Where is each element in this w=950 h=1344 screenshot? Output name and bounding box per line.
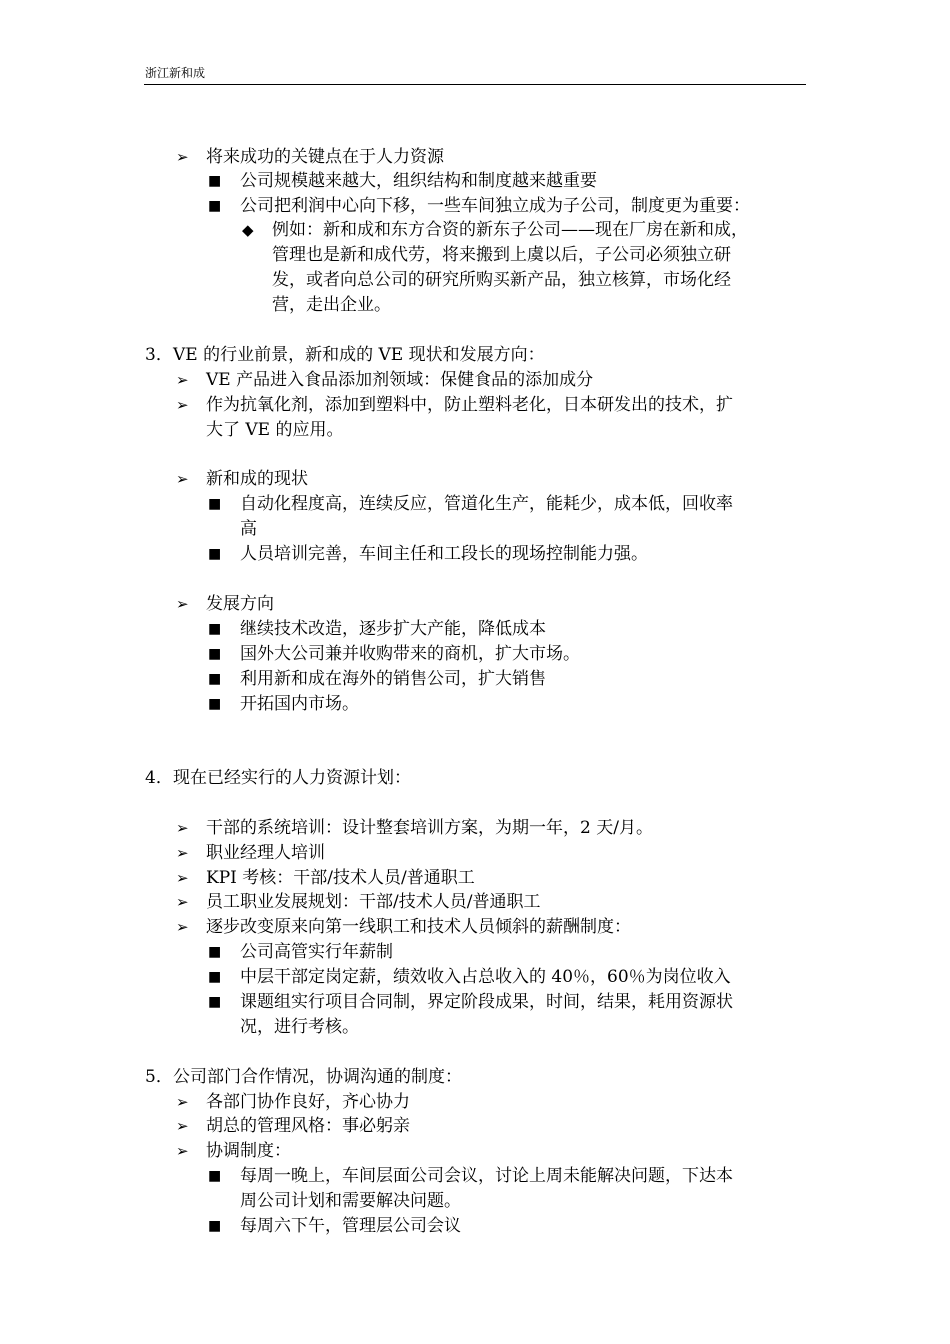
square-bullet-icon: ■ [208, 621, 222, 637]
bullet-text-continuation: 发，或者向总公司的研究所购买新产品，独立核算，市场化经 [272, 270, 731, 290]
bullet-text: 自动化程度高，连续反应，管道化生产，能耗少，成本低，回收率 [240, 494, 733, 514]
bullet-text: 继续技术改造，逐步扩大产能，降低成本 [240, 619, 546, 639]
square-bullet-icon: ■ [208, 1218, 222, 1234]
arrow-bullet-icon: ➢ [176, 595, 189, 613]
bullet-text: VE 产品进入食品添加剂领域：保健食品的添加成分 [206, 370, 594, 390]
bullet-text-continuation: 周公司计划和需要解决问题。 [240, 1191, 461, 1211]
bullet-text: 利用新和成在海外的销售公司，扩大销售 [240, 669, 546, 689]
bullet-text: 例如：新和成和东方合资的新东子公司——现在厂房在新和成， [272, 220, 748, 240]
bullet-text-continuation: 高 [240, 519, 257, 539]
bullet-text: 新和成的现状 [206, 469, 308, 489]
square-bullet-icon: ■ [208, 1168, 222, 1184]
square-bullet-icon: ■ [208, 994, 222, 1010]
arrow-bullet-icon: ➢ [176, 1093, 189, 1111]
bullet-text: 胡总的管理风格：事必躬亲 [206, 1116, 410, 1136]
bullet-text: 作为抗氧化剂，添加到塑料中，防止塑料老化，日本研发出的技术，扩 [206, 395, 733, 415]
bullet-text: 每周一晚上，车间层面公司会议，讨论上周未能解决问题，下达本 [240, 1166, 733, 1186]
square-bullet-icon: ■ [208, 198, 222, 214]
section-number: 5． [145, 1067, 173, 1087]
bullet-text: 发展方向 [206, 594, 274, 614]
bullet-text: 公司把利润中心向下移，一些车间独立成为子公司，制度更为重要： [240, 196, 750, 216]
arrow-bullet-icon: ➢ [176, 148, 189, 166]
bullet-text-continuation: 况，进行考核。 [240, 1017, 359, 1037]
bullet-text: 公司高管实行年薪制 [240, 942, 393, 962]
bullet-text: 课题组实行项目合同制，界定阶段成果，时间，结果，耗用资源状 [240, 992, 733, 1012]
bullet-text: 每周六下午，管理层公司会议 [240, 1216, 461, 1236]
bullet-text: 逐步改变原来向第一线职工和技术人员倾斜的薪酬制度： [206, 917, 631, 937]
arrow-bullet-icon: ➢ [176, 1117, 189, 1135]
bullet-text-continuation: 管理也是新和成代劳，将来搬到上虞以后，子公司必须独立研 [272, 245, 731, 265]
arrow-bullet-icon: ➢ [176, 396, 189, 414]
bullet-text: 职业经理人培训 [206, 843, 325, 863]
bullet-text: KPI 考核：干部/技术人员/普通职工 [206, 868, 475, 888]
arrow-bullet-icon: ➢ [176, 893, 189, 911]
section-heading: 公司部门合作情况，协调沟通的制度： [173, 1067, 462, 1087]
square-bullet-icon: ■ [208, 696, 222, 712]
bullet-text: 协调制度： [206, 1141, 291, 1161]
bullet-text-continuation: 营，走出企业。 [272, 295, 391, 315]
bullet-text: 将来成功的关键点在于人力资源 [206, 147, 444, 167]
arrow-bullet-icon: ➢ [176, 918, 189, 936]
section-number: 4． [145, 768, 173, 788]
square-bullet-icon: ■ [208, 496, 222, 512]
running-header: 浙江新和成 [145, 66, 206, 80]
diamond-bullet-icon: ◆ [242, 221, 254, 239]
arrow-bullet-icon: ➢ [176, 819, 189, 837]
arrow-bullet-icon: ➢ [176, 844, 189, 862]
bullet-text-continuation: 大了 VE 的应用。 [206, 420, 344, 440]
square-bullet-icon: ■ [208, 969, 222, 985]
square-bullet-icon: ■ [208, 173, 222, 189]
square-bullet-icon: ■ [208, 546, 222, 562]
section-heading: VE 的行业前景，新和成的 VE 现状和发展方向： [173, 345, 545, 365]
bullet-text: 中层干部定岗定薪，绩效收入占总收入的 40％，60％为岗位收入 [240, 967, 731, 987]
bullet-text: 开拓国内市场。 [240, 694, 359, 714]
bullet-text: 公司规模越来越大，组织结构和制度越来越重要 [240, 171, 597, 191]
bullet-text: 员工职业发展规划：干部/技术人员/普通职工 [206, 892, 541, 912]
bullet-text: 各部门协作良好，齐心协力 [206, 1092, 410, 1112]
square-bullet-icon: ■ [208, 646, 222, 662]
square-bullet-icon: ■ [208, 671, 222, 687]
arrow-bullet-icon: ➢ [176, 1142, 189, 1160]
bullet-text: 国外大公司兼并收购带来的商机，扩大市场。 [240, 644, 580, 664]
bullet-text: 人员培训完善，车间主任和工段长的现场控制能力强。 [240, 544, 648, 564]
section-number: 3． [145, 345, 173, 365]
header-rule [144, 84, 806, 85]
arrow-bullet-icon: ➢ [176, 470, 189, 488]
square-bullet-icon: ■ [208, 944, 222, 960]
section-heading: 现在已经实行的人力资源计划： [173, 768, 411, 788]
arrow-bullet-icon: ➢ [176, 869, 189, 887]
bullet-text: 干部的系统培训：设计整套培训方案，为期一年，2 天/月。 [206, 818, 653, 838]
arrow-bullet-icon: ➢ [176, 371, 189, 389]
